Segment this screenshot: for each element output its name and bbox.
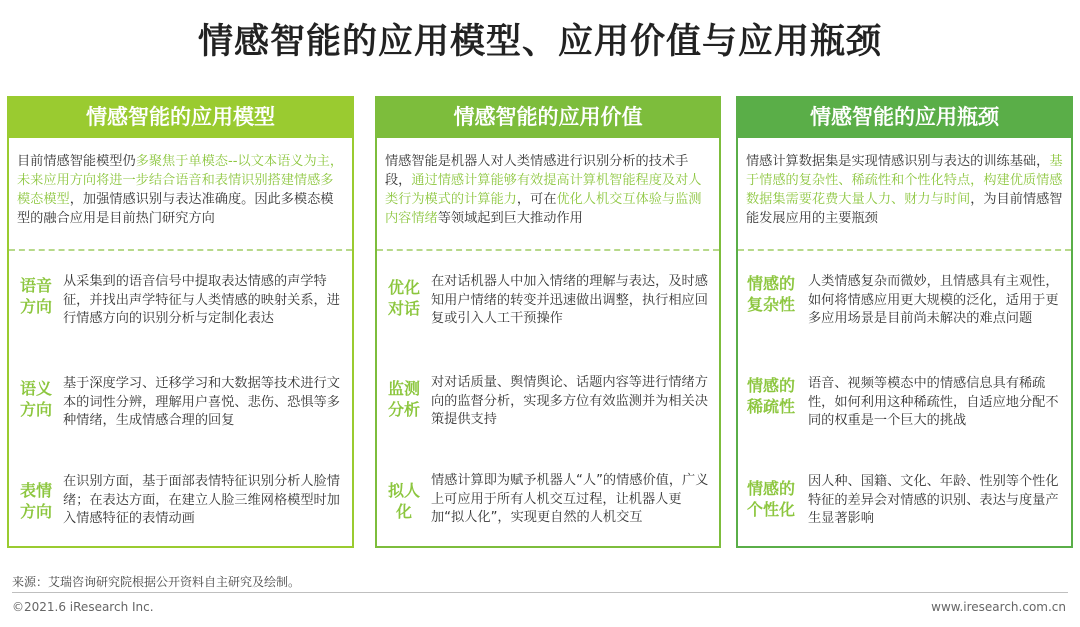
row-text: 基于深度学习、迁移学习和大数据等技术进行文本的词性分辨，理解用户喜悦、悲伤、恐惧等多种情绪，生成情感合理的回复 <box>63 376 340 428</box>
panel-header: 情感智能的应用瓶颈 <box>736 96 1073 138</box>
intro-highlight: 基于情感的复杂性、稀疏性和个性化特点，构建优质情感数据集需要花费大量人力、财力与时间 <box>746 154 1063 207</box>
panel-application-model <box>7 96 354 548</box>
dashed-divider <box>738 249 1071 251</box>
website-link[interactable]: www.iresearch.com.cn <box>931 600 1066 614</box>
row-text: 因人种、国籍、文化、年龄、性别等个性化特征的差异会对情感的识别、表达与度量产生显著影响 <box>808 474 1059 526</box>
panel-intro <box>17 152 346 228</box>
row-text: 人类情感复杂而微妙，且情感具有主观性，如何将情感应用更大规模的泛化，适用于更多应用场景是目前尚未解决的难点问题 <box>808 274 1059 326</box>
panel-intro <box>746 152 1065 228</box>
row-text: 对对话质量、舆情舆论、话题内容等进行情绪方向的监督分析，实现多方位有效监测并为相关决策提供支持 <box>431 375 708 427</box>
row-label: 优化对话 <box>387 278 420 318</box>
row-label: 情感的复杂性 <box>746 274 795 314</box>
intro-highlight: 多聚焦于单模态--以文本语义为主，未来应用方向将进一步结合语音和表情识别搭建情感多模态模型 <box>17 154 344 207</box>
row-label: 语义方向 <box>19 379 52 419</box>
intro-text: 目前情感智能模型仍 <box>17 154 136 169</box>
intro-text: 情感智能是机器人对人类情感进行识别分析的技术手段， <box>385 154 689 188</box>
row-text: 情感计算即为赋予机器人“人”的情感价值，广义上可应用于所有人机交互过程，让机器人更加“拟人化”，实现更自然的人机交互 <box>431 473 709 525</box>
intro-text: ，加强情感识别与表达准确度。因此多模态模型的融合应用是目前热门研究方向 <box>17 192 334 226</box>
row-text: 在对话机器人中加入情绪的理解与表达，及时感知用户情绪的转变并迅速做出调整，执行相应回复或引入人工干预操作 <box>431 274 708 326</box>
row-text: 语音、视频等模态中的情感信息具有稀疏性，如何利用这种稀疏性，自适应地分配不同的权重是一个巨大的挑战 <box>808 376 1059 428</box>
panel-application-value <box>375 96 721 548</box>
row-text: 在识别方面，基于面部表情特征识别分析人脸情绪；在表达方面，在建立人脸三维网格模型时加入情感特征的表情动画 <box>63 474 340 526</box>
row-label: 监测分析 <box>387 379 420 419</box>
source-note: 来源：艾瑞咨询研究院根据公开资料自主研究及绘制。 <box>12 575 301 589</box>
intro-text: ，可在 <box>516 192 557 207</box>
intro-text: ，为目前情感智能发展应用的主要瓶颈 <box>746 192 1063 226</box>
panel-header: 情感智能的应用价值 <box>375 96 721 138</box>
intro-highlight: 通过情感计算能够有效提高计算机智能程度及对人类行为模式的计算能力 <box>385 173 702 207</box>
dashed-divider <box>377 249 719 251</box>
intro-highlight: 优化人机交互体验与监测内容情绪 <box>385 192 702 226</box>
row-text: 从采集到的语音信号中提取表达情感的声学特征，并找出声学特征与人类情感的映射关系，进行情感方向的识别分析与定制化表达 <box>63 274 340 326</box>
page-title: 情感智能的应用模型、应用价值与应用瓶颈 <box>197 22 882 62</box>
dashed-divider <box>9 249 352 251</box>
panel-header: 情感智能的应用模型 <box>7 96 354 138</box>
row-label: 表情方向 <box>19 481 52 521</box>
intro-text: 等领域起到巨大推动作用 <box>437 211 583 226</box>
intro-text: 情感计算数据集是实现情感识别与表达的训练基础， <box>746 154 1050 169</box>
copyright: ©2021.6 iResearch Inc. <box>12 600 154 614</box>
row-label: 情感的稀疏性 <box>746 376 795 416</box>
footer-divider <box>12 592 1068 593</box>
row-label: 语音方向 <box>19 276 52 316</box>
panel-intro <box>385 152 713 228</box>
row-label: 情感的个性化 <box>746 479 795 519</box>
panel-application-bottleneck <box>736 96 1073 548</box>
row-label: 拟人化 <box>387 481 420 521</box>
